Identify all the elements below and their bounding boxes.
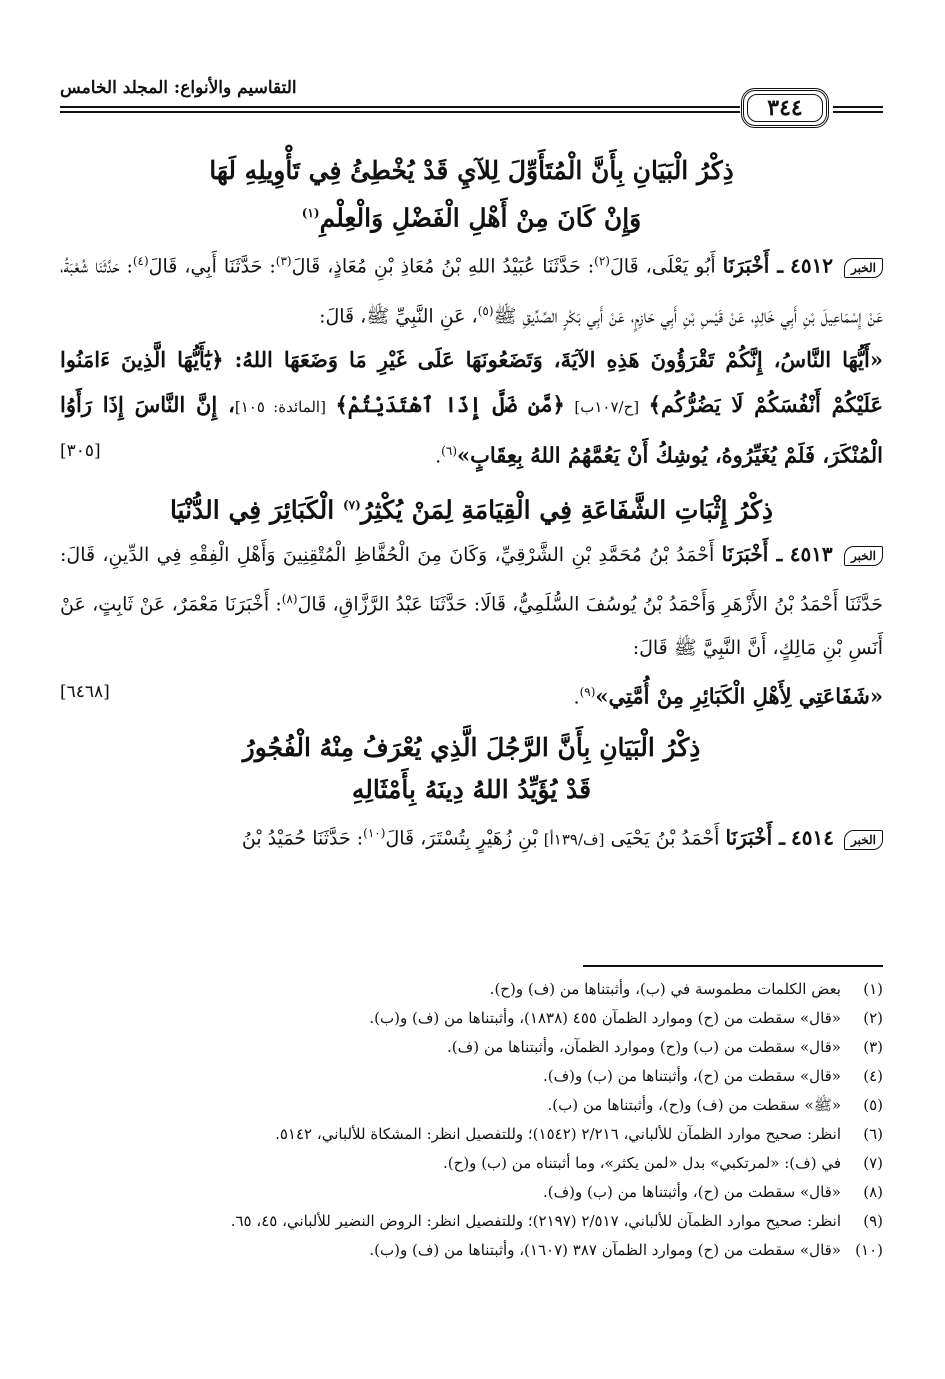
footnote-marker: (٨)	[281, 591, 298, 606]
heading-line: ذِكْرُ الْبَيَانِ بِأَنَّ الْمُتَأَوِّلَ لِلآيِ قَدْ يُخْطِئُ فِي تَأْوِيلِهِ لَهَا	[209, 156, 734, 185]
running-header	[60, 78, 883, 130]
akhbarana-label: ـ أَخْبَرَنَا	[722, 253, 784, 278]
header-title: التقاسيم والأنواع: المجلد الخامس	[60, 78, 297, 98]
quran-ref: [المائدة: ١٠٥]	[234, 397, 326, 416]
hadith-number: ٤٥١٤	[791, 825, 834, 850]
page-number-frame	[741, 88, 829, 128]
footnote-number: (١)	[863, 980, 883, 998]
section-heading	[60, 727, 883, 811]
footnote-marker: (١)	[301, 206, 320, 220]
header-rule	[60, 111, 740, 113]
footnote-item	[60, 1207, 883, 1236]
matn-text: «شَفَاعَتِي لِأَهْلِ الْكَبَائِرِ مِنْ أُمَّتِي»	[595, 683, 883, 709]
footnote-marker: (٢)	[594, 254, 610, 269]
footnote-separator	[583, 965, 883, 967]
footnote-marker: (٥)	[477, 303, 494, 318]
hadith-paragraph	[60, 532, 883, 670]
footnote-item	[60, 975, 883, 1004]
khabar-badge: الخبر	[844, 258, 883, 278]
matn-paragraph: «أَيُّهَا النَّاسُ، إِنَّكُمْ تَقْرَؤُونَ هَذِهِ الآيَةَ، وَتَضَعُونَهَا عَلَى غَيْرِ مَا وَضَعَهَا اللهُ: ﴿يَٰٓأَيُّهَا الَّذِينَ ءَامَنُوا عَلَيْكُمْ أَنْفُسَكُمْ لَا يَضُرُّكُم﴾ [ح/١٠٧ب] ﴿مَّن ضَلَّ إِذَا ٱهْتَدَيْتُمْ﴾ [المائدة: ١٠٥]، إِنَّ النَّاسَ إِذَا رَأَوُا الْمُنْكَرَ، فَلَمْ يُغَيِّرُوهُ، يُوشِكُ أَنْ يَعُمَّهُمُ اللهُ بِعِقَابٍ»$^{(٦)}$. [٣٠٥]	[60, 338, 883, 478]
footnote-number: (٩)	[863, 1212, 883, 1230]
isnad-text: بْنِ زُهَيْرٍ بِتُسْتَرَ، قَالَ	[385, 827, 538, 850]
footnote-marker: (٤)	[132, 254, 149, 269]
footnote-text: انظر: صحيح موارد الظمآن للألباني، ٢/٥١٧ (٢١٩٧)؛ وللتفصيل انظر: الروض النضير للألباني، ٤٥، ٦٥.	[230, 1212, 841, 1230]
footnote-item	[60, 1062, 883, 1091]
page-number-inner-frame	[747, 94, 823, 122]
main-text	[60, 150, 883, 862]
footnote-number: (١٠)	[855, 1241, 883, 1259]
isnad-text: : حَدَّثَنَا شُعْبَةُ، عَنْ إِسْمَاعِيلَ بْنِ أَبِي خَالِدٍ، عَنْ قَيْسِ بْنِ أَبِي حَازِمٍ، عَنْ أَبِي بَكْرٍ الصِّدِّيقِ ﷺ	[60, 255, 883, 327]
heading-text: ذِكْرُ إِثْبَاتِ الشَّفَاعَةِ فِي الْقِيَامَةِ لِمَنْ يُكْثِرُ	[360, 495, 774, 525]
isnad-text: ، عَنِ النَّبِيِّ ﷺ، قَالَ:	[319, 304, 478, 327]
hadith-number: ٤٥١٣	[789, 541, 833, 566]
page-number: ٣٤٤	[767, 95, 803, 121]
footnote-item	[60, 1178, 883, 1207]
footnote-number: (٣)	[863, 1038, 883, 1056]
isnad-text: : حَدَّثَنَا حُمَيْدُ بْنُ	[241, 827, 364, 850]
manuscript-page-ref: [ح/١٠٧ب]	[574, 397, 640, 416]
header-rule	[60, 106, 740, 108]
heading-line: ذِكْرُ الْبَيَانِ بِأَنَّ الرَّجُلَ الَّذِي يُعْرَفُ مِنْهُ الْفُجُورُ	[242, 733, 701, 763]
khabar-badge: الخبر	[844, 546, 883, 566]
khabar-badge: الخبر	[844, 830, 883, 850]
hadith-number: ٤٥١٢	[790, 253, 834, 278]
section-heading	[60, 484, 883, 531]
footnote-text: «قال» سقطت من (ح) وموارد الظمآن ٤٥٥ (١٨٣٨)، وأثبتناها من (ف) و(ب).	[369, 1009, 841, 1027]
footnote-text: انظر: صحيح موارد الظمآن للألباني، ٢/٢١٦ (١٥٤٢)؛ وللتفصيل انظر: المشكاة للألباني، ٥١٤٢.	[275, 1125, 841, 1143]
header-rule	[833, 111, 883, 113]
footnote-marker: (٧)	[342, 498, 361, 513]
isnad-text: : أَخْبَرَنَا مَعْمَرٌ، عَنْ ثَابِتٍ، عَنْ أَنَسِ بْنِ مَالِكٍ، أَنَّ النَّبِيَّ ﷺ قَالَ:	[60, 592, 883, 659]
heading-text: وَإِنْ كَانَ مِنْ أَهْلِ الْفَضْلِ وَالْعِلْمِ	[319, 203, 642, 233]
footnote-number: (٥)	[863, 1096, 883, 1114]
isnad-text: أَبُو يَعْلَى، قَالَ	[609, 255, 716, 278]
footnote-number: (٧)	[863, 1154, 883, 1172]
header-rule	[833, 106, 883, 108]
footnote-marker: (٣)	[275, 254, 292, 269]
footnote-text: «قال» سقطت من (ح)، وأثبتناها من (ب) و(ف).	[542, 1067, 841, 1085]
manuscript-page-ref: [ف/١٣٩أ]	[543, 830, 605, 849]
isnad-text: : حَدَّثَنَا أَبِي، قَالَ	[148, 255, 276, 278]
matn-text: ، إِنَّ النَّاسَ إِذَا رَأَوُا الْمُنْكَرَ، فَلَمْ يُغَيِّرُوهُ، يُوشِكُ أَنْ يَعُمَّهُمُ اللهُ بِعِقَابٍ»	[60, 391, 883, 468]
matn-paragraph: «شَفَاعَتِي لِأَهْلِ الْكَبَائِرِ مِنْ أُمَّتِي»$^{(٩)}$. [٦٤٦٨]	[60, 670, 883, 719]
heading-line: قَدْ يُؤَيِّدُ اللهُ دِينَهُ بِأَمْثَالِهِ	[351, 775, 592, 805]
akhbarana-label: ـ أَخْبَرَنَا	[725, 825, 785, 850]
footnote-item	[60, 1120, 883, 1149]
heading-line	[60, 192, 883, 239]
footnote-number: (٨)	[863, 1183, 883, 1201]
footnote-marker: (٩)	[579, 684, 596, 699]
footnotes	[60, 975, 883, 1265]
hadith-end-ref: [٦٤٦٨]	[60, 681, 110, 702]
footnote-number: (٦)	[863, 1125, 883, 1143]
footnote-number: (٢)	[863, 1009, 883, 1027]
hadith-paragraph	[60, 811, 883, 861]
hadith-paragraph	[60, 239, 883, 338]
isnad-text: : حَدَّثَنَا عُبَيْدُ اللهِ بْنُ مُعَاذِ بْنِ مُعَاذٍ، قَالَ	[291, 255, 595, 278]
footnote-marker: (٦)	[441, 443, 457, 458]
footnote-text: «قال» سقطت من (ح) وموارد الظمآن ٣٨٧ (١٦٠٧)، وأثبتناها من (ف) و(ب).	[369, 1241, 841, 1259]
footnote-number: (٤)	[863, 1067, 883, 1085]
footnote-text: بعض الكلمات مطموسة في (ب)، وأثبتناها من (ف) و(ح).	[489, 980, 841, 998]
footnote-item	[60, 1091, 883, 1120]
footnote-item	[60, 1004, 883, 1033]
footnote-marker: (١٠)	[363, 826, 386, 841]
footnote-item	[60, 1149, 883, 1178]
matn-text: «أَيُّهَا النَّاسُ، إِنَّكُمْ تَقْرَؤُونَ هَذِهِ الآيَةَ، وَتَضَعُونَهَا عَلَى غَيْرِ مَا وَضَعَهَا اللهُ: ﴿يَٰٓأَيُّهَا الَّذِينَ ءَامَنُوا عَلَيْكُمْ أَنْفُسَكُمْ لَا يَضُرُّكُم﴾	[60, 346, 883, 417]
footnote-text: «قال» سقطت من (ب) و(ح) وموارد الظمآن، وأثبتناها من (ف).	[447, 1038, 841, 1056]
heading-text: الْكَبَائِرَ فِي الدُّنْيَا	[169, 495, 335, 525]
footnote-text: «قال» سقطت من (ح)، وأثبتناها من (ب) و(ف).	[542, 1183, 841, 1201]
isnad-text: أَحْمَدُ بْنُ يَحْيَى	[610, 827, 720, 850]
hadith-end-ref: [٣٠٥]	[60, 440, 101, 461]
section-heading	[60, 150, 883, 239]
matn-text: ﴿مَّن ضَلَّ إِذَا ٱهْتَدَيْتُمْ﴾	[335, 391, 565, 417]
akhbarana-label: ـ أَخْبَرَنَا	[721, 541, 783, 566]
footnote-text: في (ف): «لمرتكبي» بدل «لمن يكثر»، وما أثبتناه من (ب) و(ح).	[443, 1154, 841, 1172]
footnote-item	[60, 1236, 883, 1265]
footnote-text: «ﷺ» سقطت من (ف) و(ح)، وأثبتناها من (ب).	[547, 1096, 841, 1114]
footnote-item	[60, 1033, 883, 1062]
isnad-text: أَحْمَدُ بْنُ مُحَمَّدِ بْنِ الشَّرْقِيِّ، وَكَانَ مِنَ الْحُفَّاظِ الْمُتْقِنِينَ وَأَهْلِ الْفِقْهِ فِي الدِّينِ، قَالَ: حَدَّثَنَا أَحْمَدُ بْنُ الأَزْهَرِ وَأَحْمَدُ بْنُ يُوسُفَ السُّلَمِيُّ، قَالَا: حَدَّثَنَا عَبْدُ الرَّزَّاقِ، قَالَ	[60, 543, 883, 615]
